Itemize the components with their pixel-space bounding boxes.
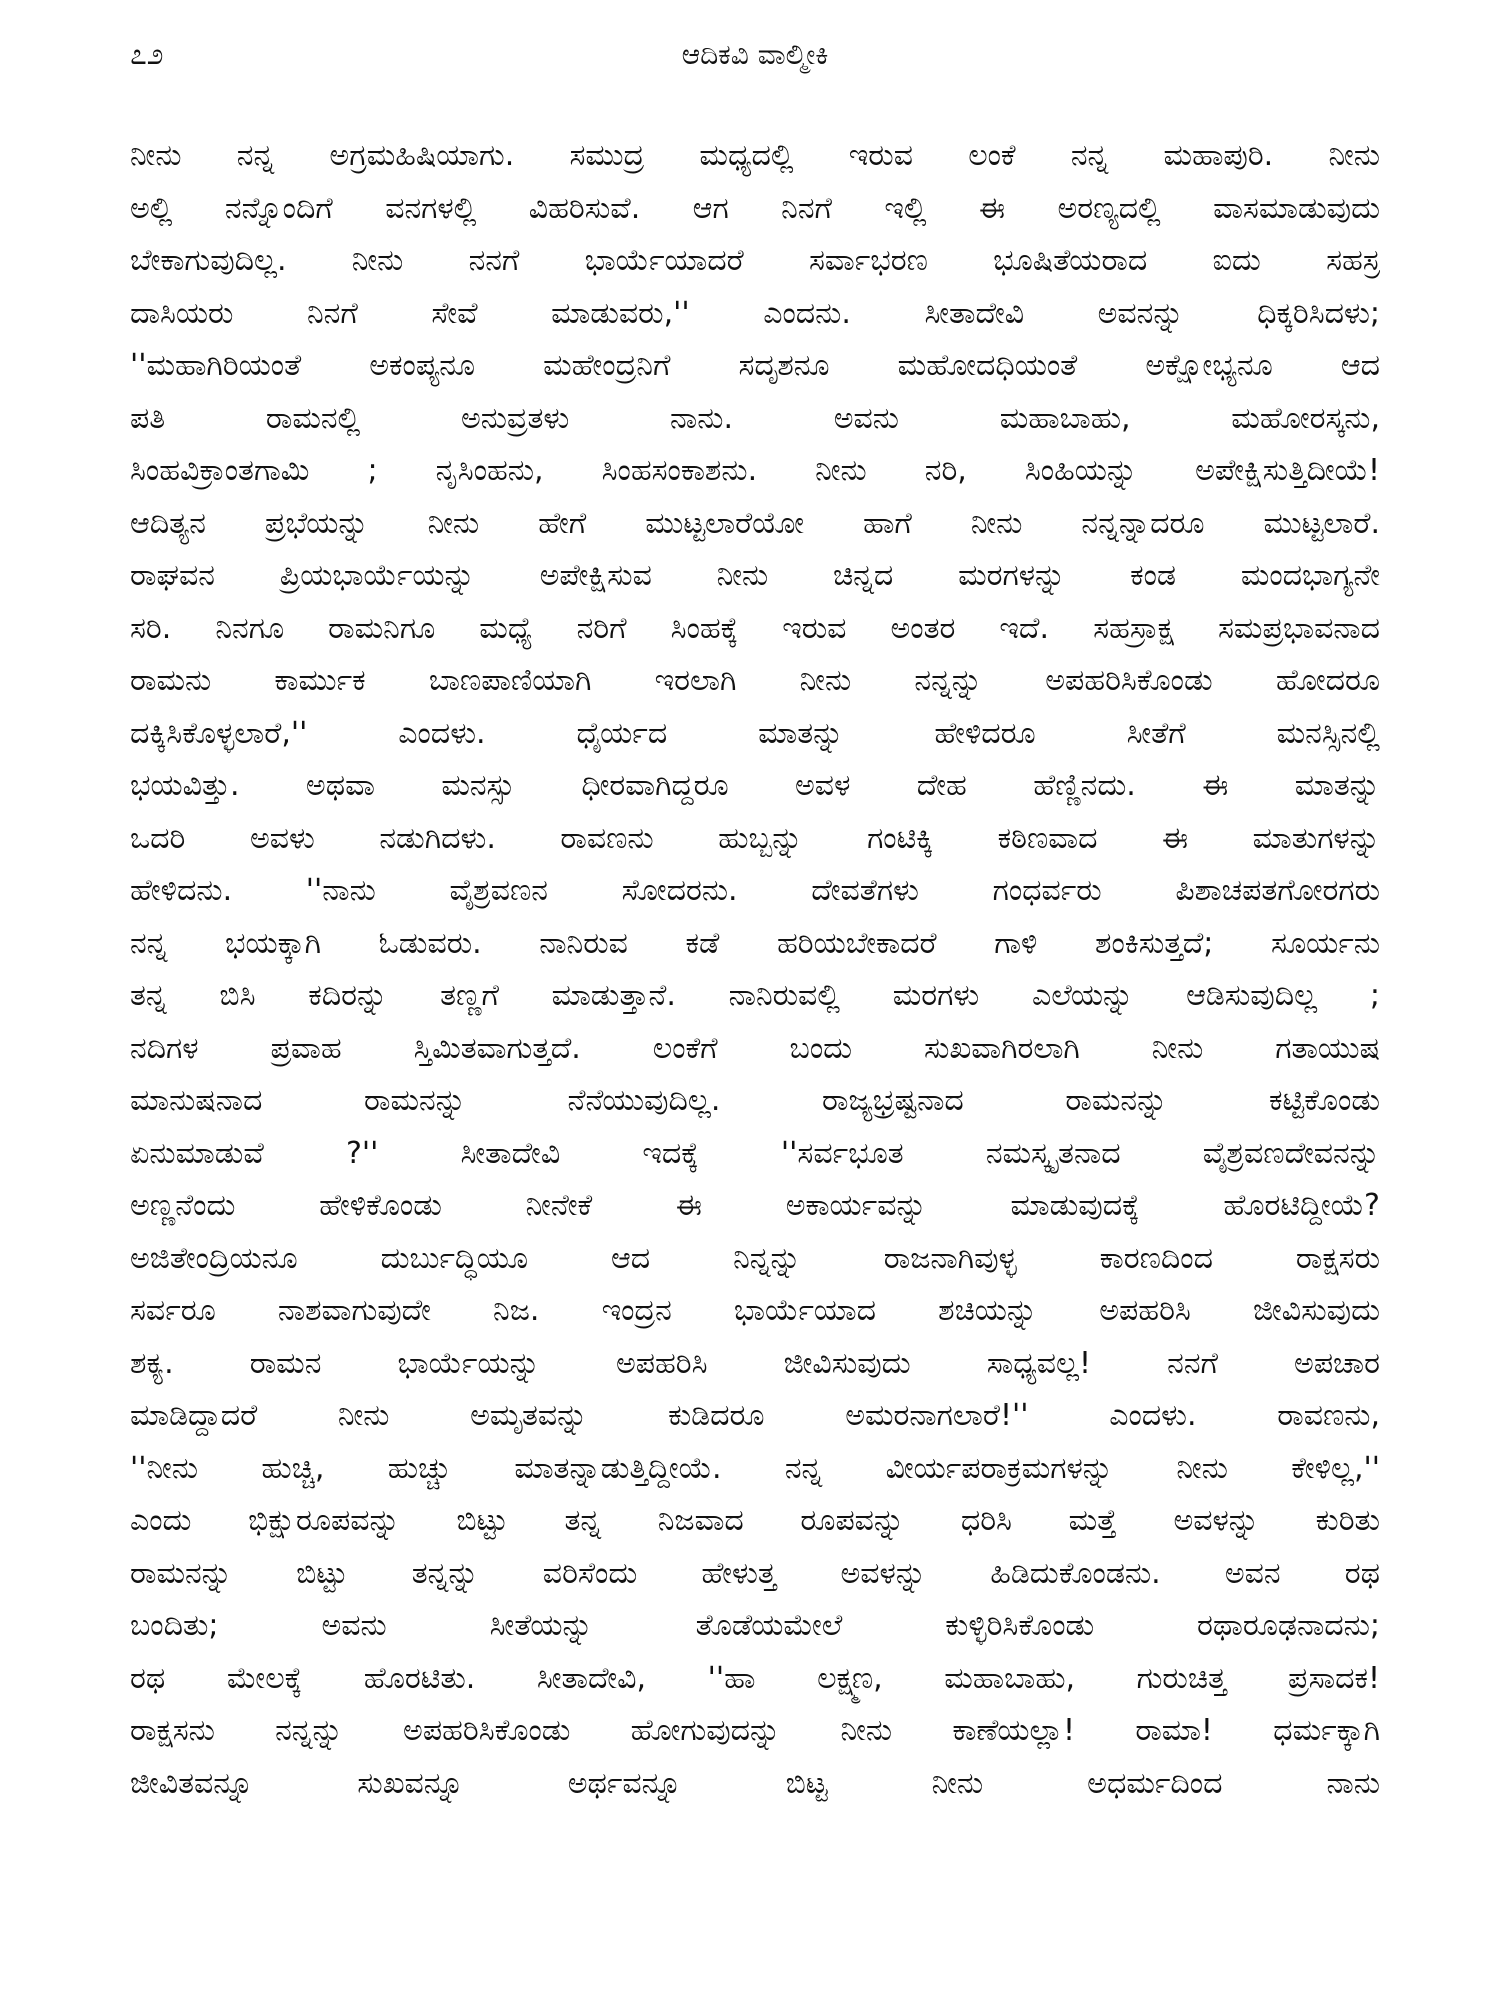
text-line: ಜೀವಿತವನ್ನೂ ಸುಖವನ್ನೂ ಅರ್ಥವನ್ನೂ ಬಿಟ್ಟ ನೀನು ಅಧರ್ಮದಿಂದ ನಾನು	[130, 1765, 1380, 1801]
text-line: ಸರಿ. ನಿನಗೂ ರಾಮನಿಗೂ ಮಧ್ಯೆ ನರಿಗೆ ಸಿಂಹಕ್ಕೆ ಇರುವ ಅಂತರ ಇದೆ. ಸಹಸ್ರಾಕ್ಷ ಸಮಪ್ರಭಾವನಾದ	[130, 610, 1380, 646]
text-line: ಪತಿ ರಾಮನಲ್ಲಿ ಅನುವ್ರತಳು ನಾನು. ಅವನು ಮಹಾಬಾಹು, ಮಹೋರಸ್ಕನು,	[130, 400, 1380, 436]
text-line: ನದಿಗಳ ಪ್ರವಾಹ ಸ್ತಿಮಿತವಾಗುತ್ತದೆ. ಲಂಕೆಗೆ ಬಂದು ಸುಖವಾಗಿರಲಾಗಿ ನೀನು ಗತಾಯುಷ	[130, 1030, 1380, 1066]
text-line: ರಾಮನು ಕಾರ್ಮುಕ ಬಾಣಪಾಣಿಯಾಗಿ ಇರಲಾಗಿ ನೀನು ನನ್ನನ್ನು ಅಪಹರಿಸಿಕೊಂಡು ಹೋದರೂ	[130, 663, 1380, 698]
text-line: ಬಂದಿತು; ಅವನು ಸೀತೆಯನ್ನು ತೊಡೆಯಮೇಲೆ ಕುಳ್ಳಿರಿಸಿಕೊಂಡು ರಥಾರೂಢನಾದನು;	[130, 1608, 1380, 1643]
text-line: ನನ್ನ ಭಯಕ್ಕಾಗಿ ಓಡುವರು. ನಾನಿರುವ ಕಡೆ ಹರಿಯಬೇಕಾದರೆ ಗಾಳಿ ಶಂಕಿಸುತ್ತದೆ; ಸೂರ್ಯನು	[130, 925, 1380, 961]
running-title: ಆದಿಕವಿ ವಾಲ್ಮೀಕಿ	[681, 38, 829, 71]
text-line: ಶಕ್ಯ. ರಾಮನ ಭಾರ್ಯೆಯನ್ನು ಅಪಹರಿಸಿ ಜೀವಿಸುವುದು ಸಾಧ್ಯವಲ್ಲ! ನನಗೆ ಅಪಚಾರ	[130, 1345, 1380, 1381]
text-line: ಹೇಳಿದನು. ''ನಾನು ವೈಶ್ರವಣನ ಸೋದರನು. ದೇವತೆಗಳು ಗಂಧರ್ವರು ಪಿಶಾಚಪತಗೋರಗರು	[130, 873, 1380, 908]
text-line: ಅಜಿತೇಂದ್ರಿಯನೂ ದುರ್ಬುದ್ಧಿಯೂ ಆದ ನಿನ್ನನ್ನು ರಾಜನಾಗಿವುಳ್ಳ ಕಾರಣದಿಂದ ರಾಕ್ಷಸರು	[130, 1240, 1380, 1276]
text-line: ರಾಕ್ಷಸನು ನನ್ನನ್ನು ಅಪಹರಿಸಿಕೊಂಡು ಹೋಗುವುದನ್ನು ನೀನು ಕಾಣೆಯಲ್ಲಾ! ರಾಮಾ! ಧರ್ಮಕ್ಕಾಗಿ	[130, 1713, 1380, 1748]
text-line: ''ಮಹಾಗಿರಿಯಂತೆ ಅಕಂಪ್ಯನೂ ಮಹೇಂದ್ರನಿಗೆ ಸದೃಶನೂ ಮಹೋದಧಿಯಂತೆ ಅಕ್ಷೋಭ್ಯನೂ ಆದ	[130, 348, 1380, 383]
text-line: ತನ್ನ ಬಿಸಿ ಕದಿರನ್ನು ತಣ್ಣಗೆ ಮಾಡುತ್ತಾನೆ. ನಾನಿರುವಲ್ಲಿ ಮರಗಳು ಎಲೆಯನ್ನು ಆಡಿಸುವುದಿಲ್ಲ ;	[130, 978, 1380, 1013]
text-line: ಸಿಂಹವಿಕ್ರಾಂತಗಾಮಿ ; ನೃಸಿಂಹನು, ಸಿಂಹಸಂಕಾಶನು. ನೀನು ನರಿ, ಸಿಂಹಿಯನ್ನು ಅಪೇಕ್ಷಿಸುತ್ತಿದೀಯೆ!	[130, 453, 1380, 488]
page-number: ೭೨	[130, 37, 164, 72]
text-line: ರಾಘವನ ಪ್ರಿಯಭಾರ್ಯೆಯನ್ನು ಅಪೇಕ್ಷಿಸುವ ನೀನು ಚಿನ್ನದ ಮರಗಳನ್ನು ಕಂಡ ಮಂದಭಾಗ್ಯನೇ	[130, 558, 1380, 593]
text-line: ''ನೀನು ಹುಚ್ಚಿ, ಹುಚ್ಚು ಮಾತನ್ನಾಡುತ್ತಿದ್ದೀಯೆ. ನನ್ನ ವೀರ್ಯಪರಾಕ್ರಮಗಳನ್ನು ನೀನು ಕೇಳಿಲ್ಲ,''	[130, 1450, 1380, 1486]
text-line: ಸರ್ವರೂ ನಾಶವಾಗುವುದೇ ನಿಜ. ಇಂದ್ರನ ಭಾರ್ಯೆಯಾದ ಶಚಿಯನ್ನು ಅಪಹರಿಸಿ ಜೀವಿಸುವುದು	[130, 1293, 1380, 1328]
text-line: ಭಯವಿತ್ತು. ಅಥವಾ ಮನಸ್ಸು ಧೀರವಾಗಿದ್ದರೂ ಅವಳ ದೇಹ ಹೆಣ್ಣಿನದು. ಈ ಮಾತನ್ನು	[130, 768, 1380, 803]
text-line: ಆದಿತ್ಯನ ಪ್ರಭೆಯನ್ನು ನೀನು ಹೇಗೆ ಮುಟ್ಟಲಾರೆಯೋ ಹಾಗೆ ನೀನು ನನ್ನನ್ನಾದರೂ ಮುಟ್ಟಲಾರೆ.	[130, 505, 1380, 541]
text-line: ಬೇಕಾಗುವುದಿಲ್ಲ. ನೀನು ನನಗೆ ಭಾರ್ಯೆಯಾದರೆ ಸರ್ವಾಭರಣ ಭೂಷಿತೆಯರಾದ ಐದು ಸಹಸ್ರ	[130, 243, 1380, 278]
text-line: ಅಲ್ಲಿ ನನ್ನೊಂದಿಗೆ ವನಗಳಲ್ಲಿ ವಿಹರಿಸುವೆ. ಆಗ ನಿನಗೆ ಇಲ್ಲಿ ಈ ಅರಣ್ಯದಲ್ಲಿ ವಾಸಮಾಡುವುದು	[130, 190, 1380, 226]
text-line: ನೀನು ನನ್ನ ಅಗ್ರಮಹಿಷಿಯಾಗು. ಸಮುದ್ರ ಮಧ್ಯದಲ್ಲಿ ಇರುವ ಲಂಕೆ ನನ್ನ ಮಹಾಪುರಿ. ನೀನು	[130, 138, 1380, 173]
text-line: ಏನುಮಾಡುವೆ ?'' ಸೀತಾದೇವಿ ಇದಕ್ಕೆ ''ಸರ್ವಭೂತ ನಮಸ್ಕೃತನಾದ ವೈಶ್ರವಣದೇವನನ್ನು	[130, 1135, 1380, 1171]
text-line: ರಾಮನನ್ನು ಬಿಟ್ಟು ತನ್ನನ್ನು ವರಿಸೆಂದು ಹೇಳುತ್ತ ಅವಳನ್ನು ಹಿಡಿದುಕೊಂಡನು. ಅವನ ರಥ	[130, 1555, 1380, 1591]
text-line: ದಕ್ಕಿಸಿಕೊಳ್ಳಲಾರೆ,'' ಎಂದಳು. ಧೈರ್ಯದ ಮಾತನ್ನು ಹೇಳಿದರೂ ಸೀತೆಗೆ ಮನಸ್ಸಿನಲ್ಲಿ	[130, 715, 1380, 751]
text-line: ರಥ ಮೇಲಕ್ಕೆ ಹೊರಟಿತು. ಸೀತಾದೇವಿ, ''ಹಾ ಲಕ್ಷ್ಮಣ, ಮಹಾಬಾಹು, ಗುರುಚಿತ್ತ ಪ್ರಸಾದಕ!	[130, 1660, 1380, 1696]
text-line: ಎಂದು ಭಿಕ್ಷುರೂಪವನ್ನು ಬಿಟ್ಟು ತನ್ನ ನಿಜವಾದ ರೂಪವನ್ನು ಧರಿಸಿ ಮತ್ತೆ ಅವಳನ್ನು ಕುರಿತು	[130, 1503, 1380, 1538]
text-line: ದಾಸಿಯರು ನಿನಗೆ ಸೇವೆ ಮಾಡುವರು,'' ಎಂದನು. ಸೀತಾದೇವಿ ಅವನನ್ನು ಧಿಕ್ಕರಿಸಿದಳು;	[130, 295, 1380, 331]
body-text	[130, 130, 1380, 1970]
text-line: ಮಾನುಷನಾದ ರಾಮನನ್ನು ನೆನೆಯುವುದಿಲ್ಲ. ರಾಜ್ಯಭ್ರಷ್ಟನಾದ ರಾಮನನ್ನು ಕಟ್ಟಿಕೊಂಡು	[130, 1083, 1380, 1118]
text-line: ಮಾಡಿದ್ದಾದರೆ ನೀನು ಅಮೃತವನ್ನು ಕುಡಿದರೂ ಅಮರನಾಗಲಾರೆ!'' ಎಂದಳು. ರಾವಣನು,	[130, 1398, 1380, 1433]
text-line: ಒದರಿ ಅವಳು ನಡುಗಿದಳು. ರಾವಣನು ಹುಬ್ಬನ್ನು ಗಂಟಿಕ್ಕಿ ಕಠಿಣವಾದ ಈ ಮಾತುಗಳನ್ನು	[130, 820, 1380, 856]
page-header	[130, 30, 1380, 80]
text-line: ಅಣ್ಣನೆಂದು ಹೇಳಿಕೊಂಡು ನೀನೇಕೆ ಈ ಅಕಾರ್ಯವನ್ನು ಮಾಡುವುದಕ್ಕೆ ಹೊರಟಿದ್ದೀಯೆ?	[130, 1188, 1380, 1223]
